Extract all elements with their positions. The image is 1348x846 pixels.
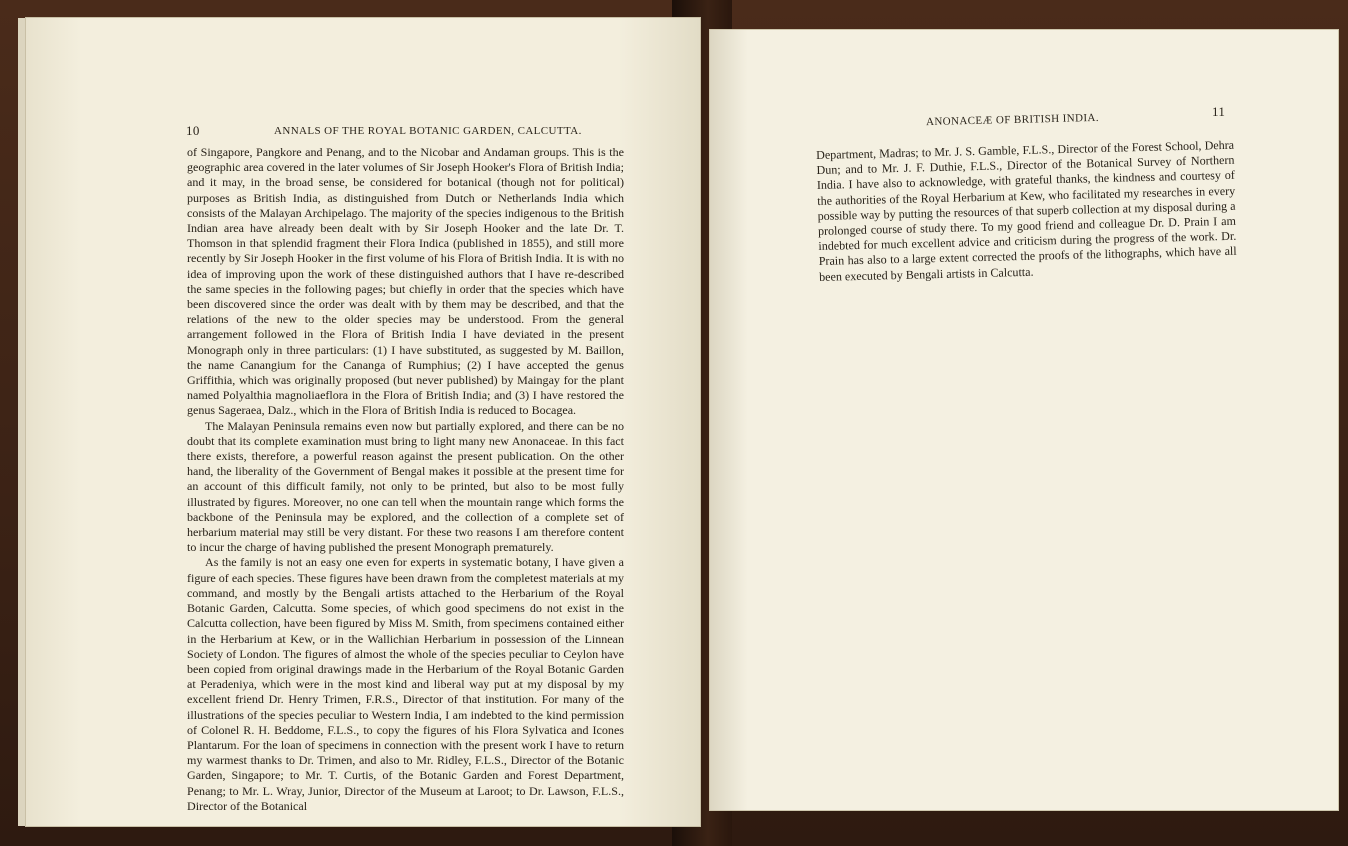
left-body-text — [187, 145, 624, 814]
right-page — [710, 30, 1338, 810]
right-paragraph-1: Department, Madras; to Mr. J. S. Gamble, F.L.S., Director of the Forest School, Dehra Dun; and to Mr. J. F. Duthie, F.L.S., Director of the Botanical Survey of Northern India. I have also to acknowledge, with grateful thanks, the kindness and courtesy of the authorities of the Royal Herbarium at Kew, who facilitated my researches in every possible way by putting the resources of that superb collection at my disposal during a prolonged course of study there. To my good friend and colleague Dr. D. Prain I am indebted for much excellent advice and criticism during the progress of the work. Dr. Prain has also to a large extent corrected the proofs of the lithographs, which have all been executed by Bengali artists in Calcutta. — [816, 137, 1237, 284]
left-paragraph-1: of Singapore, Pangkore and Penang, and to the Nicobar and Andaman groups. This is the geographic area covered in the later volumes of Sir Joseph Hooker's Flora of British India; and it may, in the broad sense, be considered for botanical (though not for political) purposes as British India, as distinguished from Dutch or Netherlands India which consists of the Malayan Archipelago. The majority of the species indigenous to the British Indian area have already been dealt with by Sir Joseph Hooker and the late Dr. T. Thomson in that splendid fragment their Flora Indica (published in 1855), and still more recently by Sir Joseph Hooker in the first volume of his Flora of British India. It is with no idea of improving upon the work of these distinguished authors that I have re-described the same species in the following pages; but chiefly in order that the species which have been discovered since the order was dealt with by them may be described, and that the relations of the new to the older species may be understood. From the general arrangement followed in the Flora of British India I have deviated in the present Monograph only in three particulars: (1) I have substituted, as suggested by M. Baillon, the name Canangium for the Cananga of Rumphius; (2) I have accepted the genus Griffithia, which was originally proposed (but never published) by Maingay for the plant named Polyalthia magnoliaeflora in the Flora of British India; and (3) I have restored the genus Sageraea, Dalz., which in the Flora of British India is reduced to Bocagea. — [187, 145, 624, 418]
left-running-head: ANNALS OF THE ROYAL BOTANIC GARDEN, CALCUTTA. — [274, 125, 582, 137]
left-page-number: 10 — [186, 123, 200, 138]
left-page — [26, 18, 700, 826]
right-page-number: 11 — [1212, 104, 1226, 119]
left-paragraph-2: The Malayan Peninsula remains even now but partially explored, and there can be no doubt that its complete examination must bring to light many new Anonaceae. In this fact there exists, therefore, a powerful reason against the present publication. On the other hand, the liberality of the Government of Bengal makes it possible at the present time for an account of this difficult family, not only to be printed, but also to be most fully illustrated by figures. Moreover, no one can tell when the mountain range which forms the backbone of the Peninsula may be explored, and the collection of a complete set of herbarium material may still be very distant. For these two reasons I am therefore content to incur the charge of having published the present Monograph prematurely. — [187, 418, 624, 555]
right-body-text — [816, 138, 1237, 285]
right-running-head: ANONACEÆ OF BRITISH INDIA. — [925, 111, 1100, 129]
left-paragraph-3: As the family is not an easy one even for experts in systematic botany, I have given a figure of each species. These figures have been drawn from the completest materials at my command, and mostly by the Bengali artists attached to the Herbarium of the Royal Botanic Garden, Calcutta. Some species, of which good specimens do not exist in the Calcutta collection, have been figured by Miss M. Smith, from specimens contained either in the Herbarium at Kew, or in the Wallichian Herbarium in possession of the Linnean Society of London. The figures of almost the whole of the species peculiar to Ceylon have been copied from original drawings made in the Herbarium of the Royal Botanic Garden at Peradeniya, which were in the most kind and liberal way put at my disposal by my excellent friend Dr. Henry Trimen, F.R.S., Director of that institution. For many of the illustrations of the species peculiar to Western India, I am indebted to the kind permission of Colonel R. H. Beddome, F.L.S., to copy the figures of his Flora Sylvatica and Icones Plantarum. For the loan of specimens in connection with the present work I have to return my warmest thanks to Dr. Trimen, and also to Mr. Ridley, F.L.S., Director of the Botanic Garden, Singapore; to Mr. T. Curtis, of the Botanic Garden and Forest Department, Penang; to Mr. L. Wray, Junior, Director of the Museum at Laroot; to Dr. Lawson, F.L.S., Director of the Botanical — [187, 555, 624, 813]
